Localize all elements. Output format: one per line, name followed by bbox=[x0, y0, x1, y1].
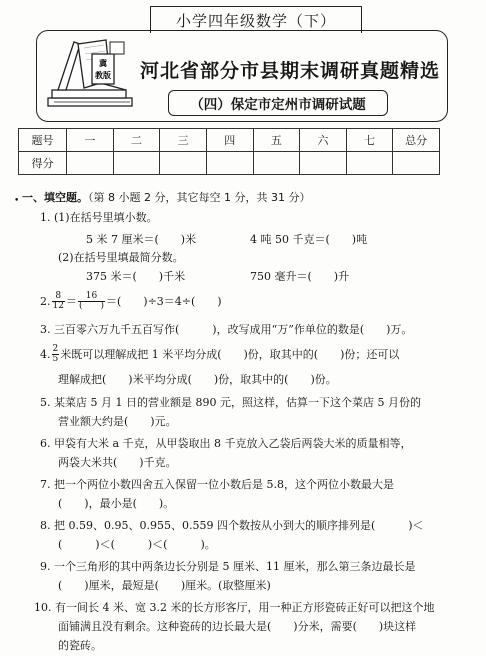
score-cell[interactable] bbox=[113, 152, 160, 175]
svg-text:冀: 冀 bbox=[99, 59, 107, 68]
q6-line-b: 两袋大米共( )千克。 bbox=[58, 456, 177, 469]
score-header-cell: 七 bbox=[346, 129, 393, 152]
q6-line-a: 6. 甲袋有大米 a 千克，从甲袋取出 8 千克放入乙袋后两袋大米的质量相等， bbox=[40, 437, 412, 450]
score-cell[interactable] bbox=[206, 152, 253, 175]
q1-blank-c: 375 米＝( )千米 bbox=[86, 270, 186, 283]
q2-line bbox=[40, 292, 222, 311]
q1-2-intro: (2)在括号里填最简分数。 bbox=[58, 251, 184, 264]
q8-line-a: 8. 把 0.59、0.95、0.955、0.559 四个数按从小到大的顺序排列是( )＜ bbox=[40, 519, 424, 532]
margin-mark: • bbox=[14, 196, 20, 206]
series-title: 小学四年级数学（下） bbox=[150, 6, 362, 33]
score-header-cell: 总分 bbox=[393, 129, 440, 152]
score-row-label: 得分 bbox=[19, 152, 67, 175]
q5-line-a: 5. 某菜店 5 月 1 日的营业额是 890 元，照这样，估算一下这个菜店 5 月份的 bbox=[40, 396, 421, 409]
score-header-cell: 四 bbox=[206, 129, 253, 152]
score-cell[interactable] bbox=[67, 152, 114, 175]
fraction-denominator: 12 bbox=[52, 301, 64, 311]
q2-rest: ＝( )÷3＝4÷( ) bbox=[105, 294, 222, 308]
fraction-denominator: 5 bbox=[52, 354, 59, 364]
q4-number: 4. bbox=[40, 347, 51, 361]
score-header-cell: 六 bbox=[300, 129, 347, 152]
q4-text-a: 米既可以理解成把 1 米平均分成( )份，取其中的( )份；还可以 bbox=[60, 347, 400, 361]
q1-blank-a: 5 米 7 厘米＝( )米 bbox=[86, 233, 197, 246]
q7-line-a: 7. 把一个两位小数四舍五入保留一位小数后是 5.8，这个两位小数最大是 bbox=[40, 478, 394, 491]
q10-line-c: 的瓷砖。 bbox=[58, 639, 102, 652]
score-header-cell: 五 bbox=[253, 129, 300, 152]
score-cell[interactable] bbox=[253, 152, 300, 175]
score-header-cell: 三 bbox=[160, 129, 207, 152]
fraction-denominator: ( ) bbox=[78, 301, 104, 311]
score-header-cell: 题号 bbox=[19, 129, 67, 152]
section-heading bbox=[22, 189, 310, 205]
fraction-numerator: 2 bbox=[52, 344, 59, 354]
q10-line-b: 面铺满且没有剩余。这种瓷砖的边长最大是( )分米，需要( )块这样 bbox=[58, 620, 417, 633]
fraction-numerator: 8 bbox=[52, 292, 65, 302]
section-note: （第 8 小题 2 分，其它每空 1 分，共 31 分） bbox=[88, 191, 311, 204]
fraction-numerator: 16 bbox=[78, 292, 105, 302]
svg-text:教版: 教版 bbox=[95, 71, 111, 80]
q4-fraction bbox=[52, 345, 60, 364]
q4-line-a bbox=[40, 345, 399, 364]
score-header-cell: 二 bbox=[113, 129, 160, 152]
score-cell[interactable] bbox=[160, 152, 207, 175]
score-header-row bbox=[19, 129, 440, 152]
q2-equals: ＝ bbox=[65, 294, 77, 308]
q5-line-b: 营业额大约是( )元。 bbox=[58, 415, 177, 428]
q7-line-b: ( )，最小是( )。 bbox=[58, 497, 175, 510]
q1-blank-d: 750 毫升＝( )升 bbox=[250, 270, 350, 283]
q2-number: 2. bbox=[40, 294, 51, 308]
book-stand-logo bbox=[44, 34, 136, 116]
score-cell[interactable] bbox=[346, 152, 393, 175]
score-table bbox=[18, 128, 440, 175]
q9-line-b: ( )厘米，最短是( )厘米。(取整厘米) bbox=[58, 579, 271, 592]
q10-line-a: 10. 有一间长 4 米、宽 3.2 米的长方形客厅，用一种正方形瓷砖正好可以把这个地 bbox=[34, 601, 435, 614]
q1-blank-b: 4 吨 50 千克＝( )吨 bbox=[250, 233, 368, 246]
score-header-cell: 一 bbox=[67, 129, 114, 152]
q4-line-b: 理解成把( )米平均分成( )份，取其中的( )份。 bbox=[58, 373, 337, 386]
score-cell[interactable] bbox=[393, 152, 440, 175]
main-title: 河北省部分市县期末调研真题精选 bbox=[139, 60, 440, 82]
q2-fraction-1 bbox=[52, 292, 65, 311]
score-value-row bbox=[19, 152, 440, 175]
q9-line-a: 9. 一个三角形的其中两条边长分别是 5 厘米、11 厘米，那么第三条边最长是 bbox=[40, 560, 416, 573]
q3: 3. 三百零六万九千五百写作( )，改写成用“万”作单位的数是( )万。 bbox=[40, 323, 413, 336]
q8-line-b: ( )＜( )＜( )。 bbox=[58, 538, 216, 551]
q2-fraction-2 bbox=[78, 292, 105, 311]
subtitle: （四）保定市定州市调研试题 bbox=[168, 90, 388, 116]
q1-intro: 1. (1)在括号里填小数。 bbox=[40, 211, 158, 224]
score-cell[interactable] bbox=[300, 152, 347, 175]
section-title: 一、填空题。 bbox=[22, 191, 88, 204]
